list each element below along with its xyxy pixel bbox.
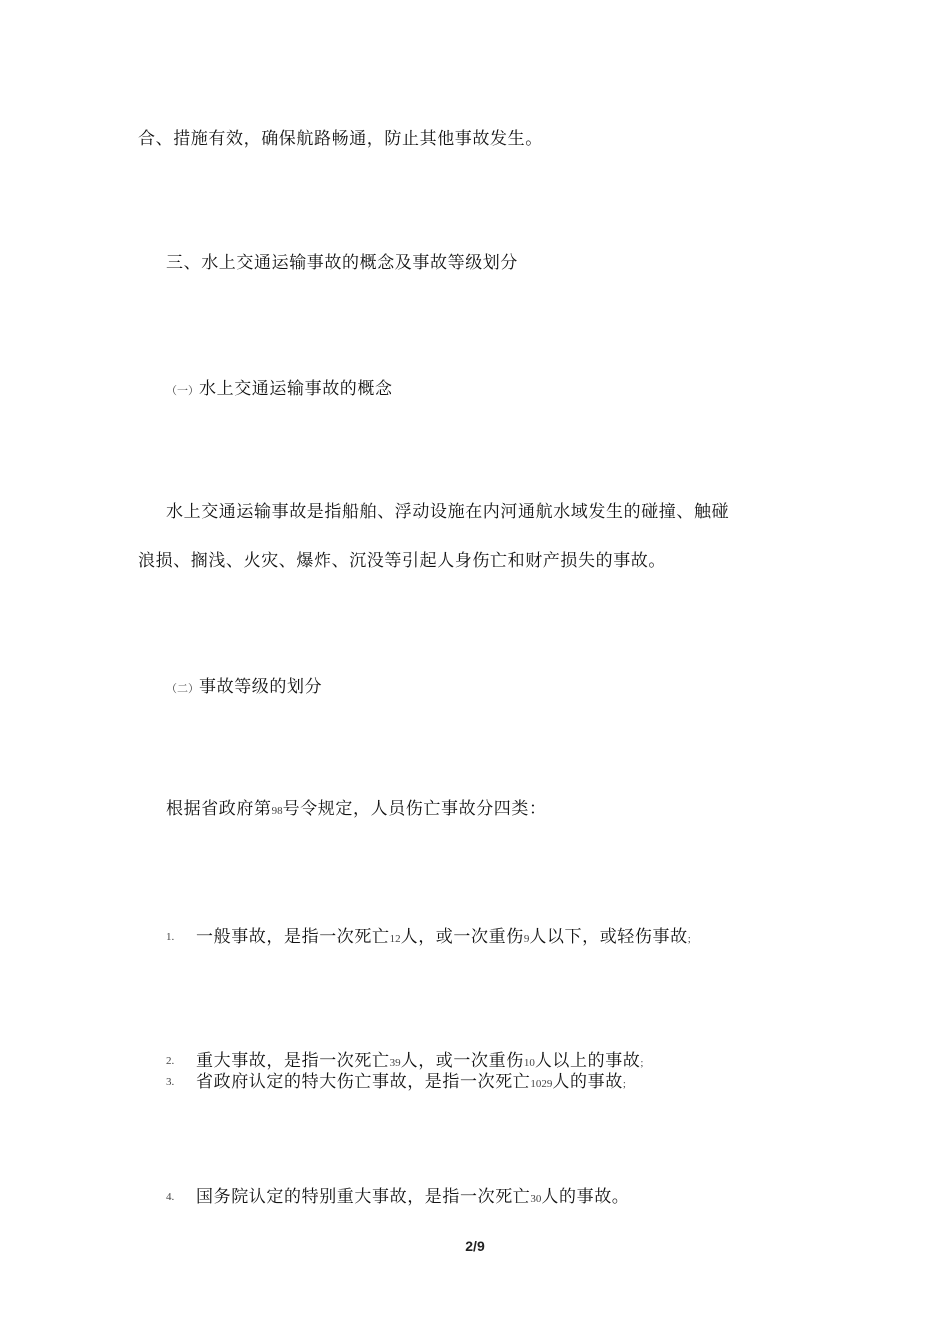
classification-basis <box>166 798 547 822</box>
definition-line-2: 浪损、搁浅、火灾、爆炸、沉没等引起人身伤亡和财产损失的事故。 <box>138 551 666 571</box>
list-item-1-text-b: 人，或一次重伤 <box>400 927 524 947</box>
list-item-1-end: ; <box>687 933 691 945</box>
subsection-1-marker: （一） <box>166 385 199 397</box>
list-item-2-number-a: 39 <box>389 1057 401 1069</box>
list-number-1: 1. <box>166 931 175 943</box>
list-item-3-number: 1029 <box>530 1078 553 1090</box>
list-item-2-text-c: 人以上的事故 <box>534 1051 641 1071</box>
basis-text-a: 根据省政府第 <box>166 799 272 819</box>
subsection-1-title: 水上交通运输事故的概念 <box>199 379 393 399</box>
list-item-4-text-a: 国务院认定的特别重大事故，是指一次死亡 <box>196 1187 531 1207</box>
subsection-heading-2 <box>166 676 322 700</box>
basis-text-b: 号令规定，人员伤亡事故分四类： <box>282 799 547 819</box>
list-item-1-number-b: 9 <box>523 933 530 945</box>
list-item-1-text-a: 一般事故，是指一次死亡 <box>196 927 390 947</box>
list-item-2-end: ; <box>640 1057 644 1069</box>
list-number-3: 3. <box>166 1076 175 1088</box>
list-item-4-number: 30 <box>530 1193 542 1205</box>
list-item-4 <box>196 1186 629 1210</box>
subsection-2-title: 事故等级的划分 <box>199 677 323 697</box>
list-item-2-number-b: 10 <box>523 1057 535 1069</box>
section-heading: 三、水上交通运输事故的概念及事故等级划分 <box>166 253 518 273</box>
list-item-2-text-b: 人，或一次重伤 <box>400 1051 524 1071</box>
list-item-1-text-c: 人以下，或轻伤事故 <box>529 927 688 947</box>
list-item-3-end: ; <box>622 1078 626 1090</box>
decree-number: 98 <box>271 805 283 817</box>
list-item-1-number-a: 12 <box>389 933 401 945</box>
subsection-2-marker: （二） <box>166 683 199 695</box>
paragraph-continuation: 合、措施有效，确保航路畅通，防止其他事故发生。 <box>138 129 543 149</box>
subsection-heading-1 <box>166 378 393 402</box>
list-number-4: 4. <box>166 1191 175 1203</box>
list-item-1 <box>196 926 691 950</box>
definition-line-1: 水上交通运输事故是指船舶、浮动设施在内河通航水域发生的碰撞、触碰 <box>166 502 730 522</box>
list-item-2-text-a: 重大事故，是指一次死亡 <box>196 1051 390 1071</box>
list-item-4-text-b: 人的事故。 <box>541 1187 630 1207</box>
page-number: 2/9 <box>465 1238 485 1254</box>
list-number-2: 2. <box>166 1055 175 1067</box>
list-item-3-text-a: 省政府认定的特大伤亡事故，是指一次死亡 <box>196 1072 531 1092</box>
list-item-3 <box>196 1071 626 1095</box>
list-item-3-text-b: 人的事故 <box>552 1072 623 1092</box>
